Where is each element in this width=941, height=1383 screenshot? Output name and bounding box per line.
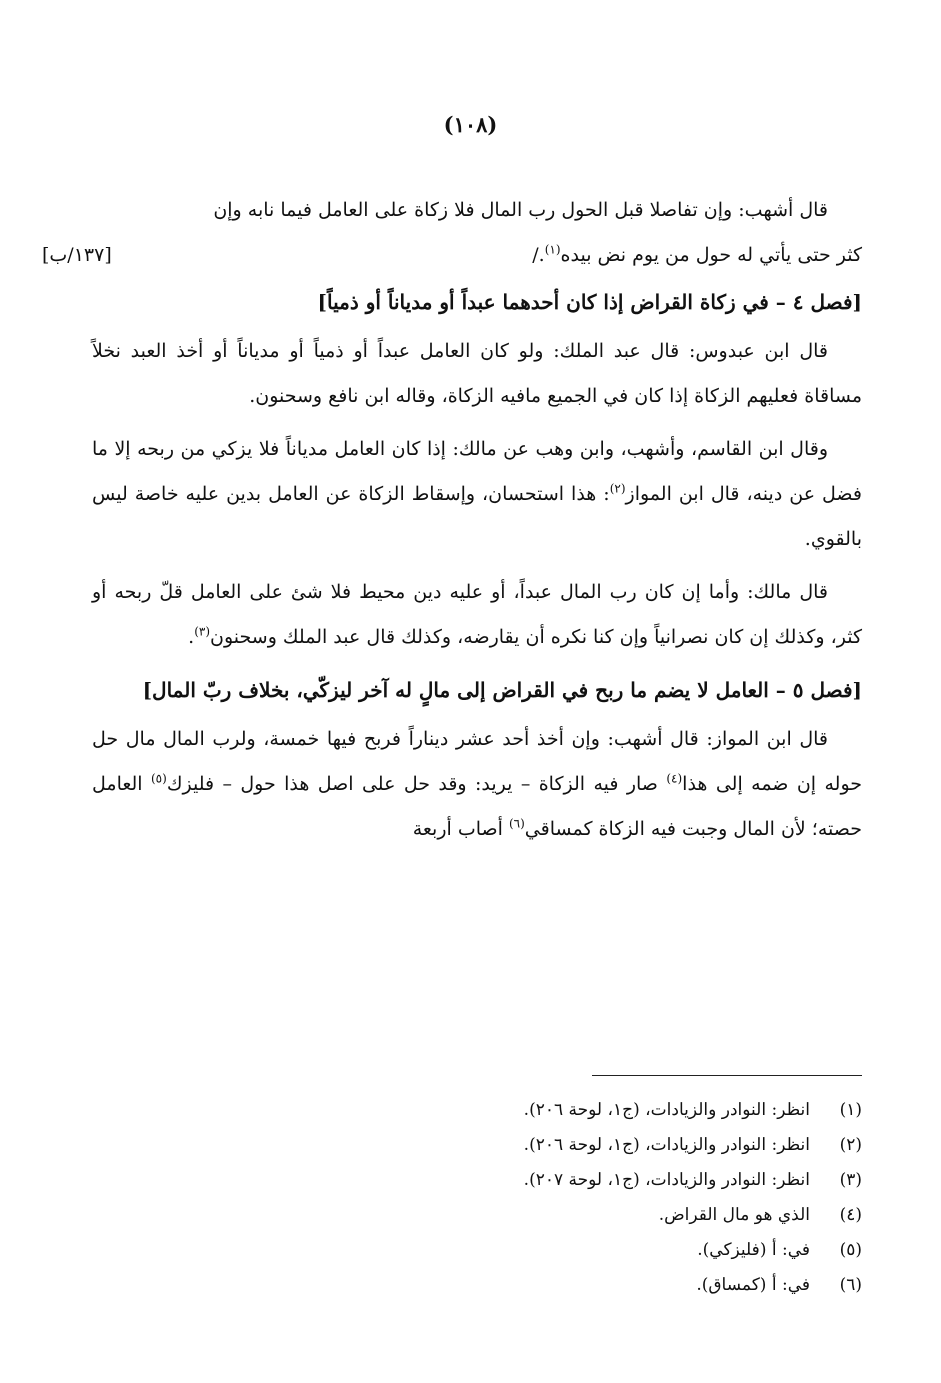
main-text bbox=[42, 188, 862, 860]
paragraph-4-part-b: . bbox=[188, 626, 195, 648]
footnote-5 bbox=[300, 1233, 862, 1268]
paragraph-4 bbox=[92, 570, 862, 660]
paragraph-1-line-2 bbox=[42, 233, 862, 278]
footnote-1 bbox=[300, 1093, 862, 1128]
footnote-text: الذي هو مال القراض. bbox=[658, 1205, 810, 1225]
footnote-number: (١) bbox=[839, 1100, 862, 1120]
footnote-text: انظر: النوادر والزيادات، (ج١، لوحة ٢٠٦). bbox=[523, 1135, 810, 1155]
footnote-number: (٤) bbox=[839, 1205, 862, 1225]
section-heading-4: [فصل ٤ – في زكاة القراض إذا كان أحدهما عبداً أو مدياناً أو ذمياً] bbox=[317, 290, 862, 314]
footnote-ref-2: (٢) bbox=[609, 481, 626, 496]
footnote-number: (٥) bbox=[839, 1240, 862, 1260]
footnote-2 bbox=[300, 1128, 862, 1163]
paragraph-1-line-1: قال أشهب: وإن تفاصلا قبل الحول رب المال فلا زكاة على العامل فيما نابه وإن bbox=[213, 199, 828, 221]
footnotes bbox=[300, 1093, 862, 1303]
footnote-4 bbox=[300, 1198, 862, 1233]
footnote-ref-1: (١) bbox=[544, 242, 561, 257]
footnote-text: انظر: النوادر والزيادات، (ج١، لوحة ٢٠٦). bbox=[523, 1100, 810, 1120]
paragraph-3 bbox=[92, 427, 862, 562]
paragraph-1-mark: ./ bbox=[532, 244, 545, 266]
footnote-text: انظر: النوادر والزيادات، (ج١، لوحة ٢٠٧). bbox=[523, 1170, 810, 1190]
paragraph-5-part-d: أصاب أربعة bbox=[412, 818, 509, 840]
paragraph-5-part-a: قال ابن المواز: قال أشهب: وإن أخذ أحد عشر ديناراً فربح فيها خمسة، ولرب المال مال حل حوله إن ضمه إلى هذا bbox=[92, 728, 862, 795]
footnote-ref-3: (٣) bbox=[194, 624, 211, 639]
footnote-ref-5: (٥) bbox=[150, 771, 167, 786]
footnote-separator bbox=[592, 1075, 862, 1076]
paragraph-5 bbox=[92, 717, 862, 852]
paragraph-1-text: كثر حتى يأتي له حول من يوم نض بيده bbox=[560, 244, 862, 266]
paragraph-3-part-b: : هذا استحسان، وإسقاط الزكاة عن العامل بدين عليه خاصة ليس بالقوي. bbox=[92, 483, 862, 550]
footnote-text: في: أ (كمساق). bbox=[696, 1275, 810, 1295]
footnote-number: (٦) bbox=[839, 1275, 862, 1295]
page-number: (١٠٨) bbox=[443, 112, 498, 137]
paragraph-5-part-b: صار فيه الزكاة – يريد: وقد حل على اصل هذا حول – فليزك bbox=[166, 773, 667, 795]
footnote-ref-6: (٦) bbox=[508, 816, 525, 831]
footnote-ref-4: (٤) bbox=[666, 771, 683, 786]
paragraph-3-part-a: وقال ابن القاسم، وأشهب، وابن وهب عن مالك: إذا كان العامل مدياناً فلا يزكي من ربحه إلا ما فضل عن دينه، قال ابن المواز bbox=[92, 438, 862, 505]
footnote-6 bbox=[300, 1268, 862, 1303]
paragraph-2: قال ابن عبدوس: قال عبد الملك: ولو كان العامل عبداً أو ذمياً أو مدياناً أو أخذ العبد نخلاً مساقاة فعليهم الزكاة إذا كان في الجميع مافيه الزكاة، وقاله ابن نافع وسحنون. bbox=[92, 340, 862, 407]
paragraph-1 bbox=[92, 188, 862, 233]
paragraph-4-part-a: قال مالك: وأما إن كان رب المال عبداً، أو عليه دين محيط فلا شئ على العامل قلّ ربحه أو كثر، وكذلك إن كان نصرانياً وإن كنا نكره أن يقارضه، وكذلك قال عبد الملك وسحنون bbox=[92, 581, 862, 648]
paragraph-5-part-c: العامل حصته؛ لأن المال وجبت فيه الزكاة كمساقي bbox=[92, 773, 862, 840]
footnote-text: في: أ (فليزكي). bbox=[697, 1240, 810, 1260]
paragraph-1-end bbox=[532, 233, 862, 278]
footnote-number: (٣) bbox=[839, 1170, 862, 1190]
folio-marker: [١٣٧/ب] bbox=[42, 244, 112, 266]
section-heading-5: [فصل ٥ – العامل لا يضم ما ربح في القراض إلى مالٍ له آخر ليزكّي، بخلاف ربّ المال] bbox=[142, 678, 862, 702]
footnote-3 bbox=[300, 1163, 862, 1198]
footnote-number: (٢) bbox=[839, 1135, 862, 1155]
